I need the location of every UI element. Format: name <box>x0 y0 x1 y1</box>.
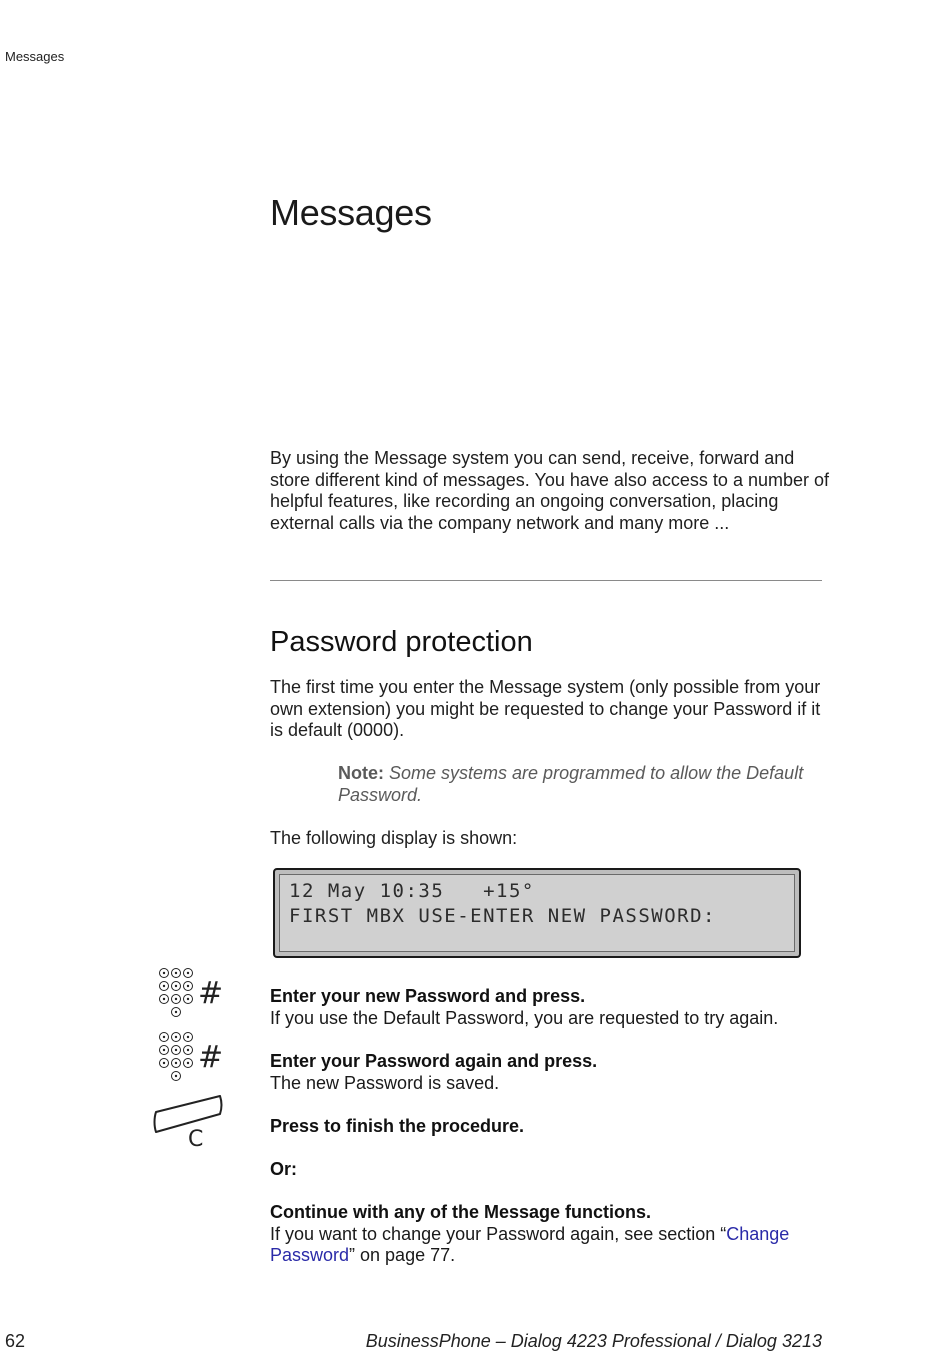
step-title: Enter your Password again and press. <box>270 1051 598 1071</box>
step-text: If you use the Default Password, you are requested to try again. <box>270 1007 779 1028</box>
display-line-2: FIRST MBX USE-ENTER NEW PASSWORD: <box>289 905 716 927</box>
step-text <box>270 1224 830 1267</box>
display-line-1: 12 May 10:35 +15° <box>289 880 535 902</box>
running-header: Messages <box>5 49 65 64</box>
display-intro: The following display is shown: <box>270 828 518 848</box>
note-label: Note: <box>338 763 384 783</box>
note <box>338 763 830 806</box>
step-title: Or: <box>270 1159 297 1179</box>
phone-display <box>273 868 801 958</box>
step-enter-password-again <box>270 1051 830 1094</box>
step-enter-new-password <box>270 986 830 1029</box>
handset-clear-icon <box>150 1090 230 1157</box>
footer-doc-title: BusinessPhone – Dialog 4223 Professional / Dialog 3213 <box>365 1331 822 1351</box>
hash-symbol: # <box>198 1040 224 1075</box>
hash-symbol: # <box>198 976 224 1011</box>
section-title: Password protection <box>270 626 533 658</box>
keypad-hash-icon <box>158 967 224 1028</box>
clear-letter: C <box>188 1127 204 1152</box>
step-title: Continue with any of the Message functions. <box>270 1202 652 1222</box>
step-title: Press to finish the procedure. <box>270 1116 525 1136</box>
step-title: Enter your new Password and press. <box>270 986 586 1006</box>
step-continue <box>270 1202 830 1267</box>
step-or <box>270 1159 830 1181</box>
step-finish <box>270 1116 830 1138</box>
page-title: Messages <box>270 192 432 233</box>
note-text: Some systems are programmed to allow the Default Password. <box>338 763 804 805</box>
keypad-hash-icon <box>158 1031 224 1092</box>
step-text-after: ” on page 77. <box>349 1245 456 1265</box>
step-text-before: If you want to change your Password again, see section “ <box>270 1223 727 1244</box>
intro-paragraph: By using the Message system you can send, receive, forward and store different kind of messages. You have also access to a number of helpful features, like recording an ongoing conversation, placing external calls via the company network and many more ... <box>270 448 830 533</box>
section-divider <box>270 580 822 581</box>
page-number: 62 <box>5 1331 26 1351</box>
change-password-link[interactable]: Change Password <box>270 1223 790 1265</box>
section-paragraph: The first time you enter the Message system (only possible from your own extension) you might be requested to change your Password if it is default (0000). <box>270 677 821 740</box>
step-text: The new Password is saved. <box>270 1072 500 1093</box>
